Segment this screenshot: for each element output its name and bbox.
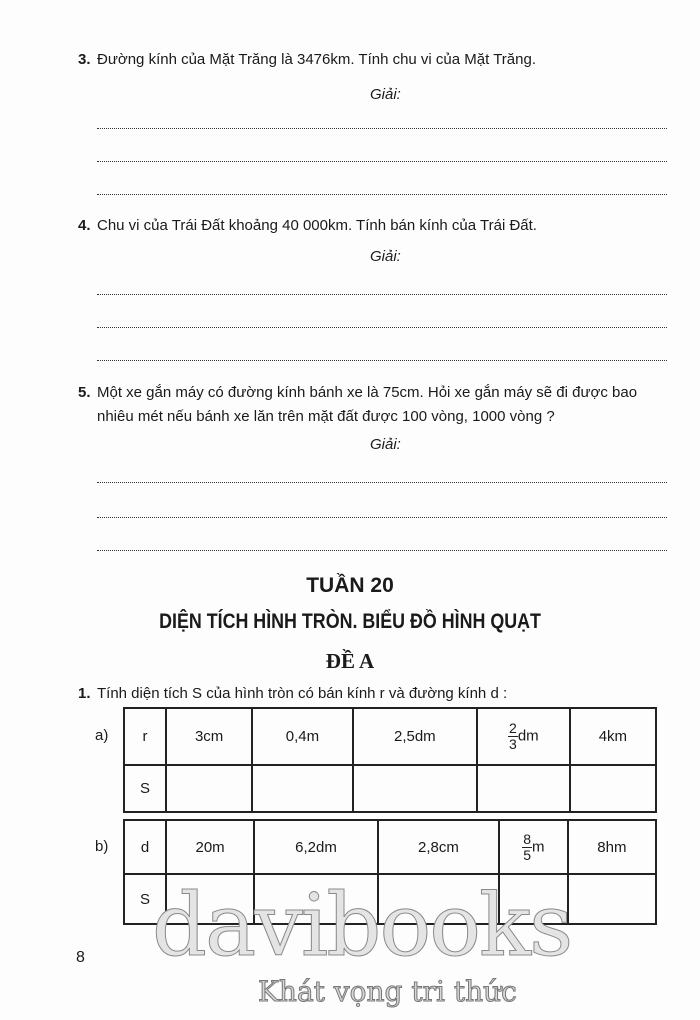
denominator: 3 (509, 736, 517, 752)
answer-line[interactable] (97, 482, 667, 483)
question-text: Chu vi của Trái Đất khoảng 40 000km. Tính bán kính của Trái Đất. (97, 217, 537, 234)
topic-heading: DIỆN TÍCH HÌNH TRÒN. BIỂU ĐỒ HÌNH QUẠT (159, 610, 541, 633)
question-text: Một xe gắn máy có đường kính bánh xe là 75cm. Hỏi xe gắn máy sẽ đi được bao nhiêu mét nếu bánh xe lăn trên mặt đất được 100 vòng, 1000 vòng ? (97, 384, 638, 425)
question-text: Đường kính của Mặt Trăng là 3476km. Tính chu vi của Mặt Trăng. (97, 51, 536, 68)
cell: 3cm (166, 708, 252, 765)
answer-line[interactable] (97, 360, 667, 361)
answer-line[interactable] (97, 161, 667, 162)
section-heading: ĐỀ A (325, 649, 375, 673)
solution-label: Giải: (370, 86, 401, 103)
answer-cell[interactable] (166, 765, 252, 812)
answer-line[interactable] (97, 194, 667, 195)
table-row (124, 708, 656, 765)
row-header: r (124, 708, 166, 765)
cell: 2,8cm (378, 820, 499, 874)
question-4 (78, 214, 668, 238)
watermark-slogan: Khát vọng tri thức (258, 975, 517, 1008)
fraction (522, 832, 532, 863)
cell: 2,5dm (353, 708, 477, 765)
cell (499, 820, 568, 874)
row-header: S (124, 765, 166, 812)
table-b-label: b) (95, 838, 109, 855)
answer-cell[interactable] (570, 765, 656, 812)
cell (477, 708, 570, 765)
answer-line[interactable] (97, 550, 667, 551)
question-text: Tính diện tích S của hình tròn có bán kính r và đường kính d : (97, 685, 508, 702)
question-number: 3. (78, 51, 91, 68)
exercise-1 (78, 682, 668, 706)
cell: 8hm (568, 820, 656, 874)
cell: 0,4m (252, 708, 353, 765)
answer-cell[interactable] (353, 765, 477, 812)
unit: m (532, 837, 545, 855)
fraction (508, 721, 518, 752)
question-5 (78, 381, 668, 425)
question-3 (78, 48, 668, 72)
answer-cell[interactable] (477, 765, 570, 812)
week-heading: TUẦN 20 (306, 574, 394, 597)
answer-cell[interactable] (252, 765, 353, 812)
answer-line[interactable] (97, 327, 667, 328)
numerator: 2 (509, 720, 517, 736)
table-row (124, 820, 656, 874)
cell: 4km (570, 708, 656, 765)
question-number: 1. (78, 685, 91, 702)
cell: 6,2dm (254, 820, 378, 874)
question-number: 5. (78, 384, 91, 401)
answer-line[interactable] (97, 294, 667, 295)
solution-label: Giải: (370, 248, 401, 265)
solution-label: Giải: (370, 436, 401, 453)
cell: 20m (166, 820, 254, 874)
watermark-brand: davibooks (152, 876, 572, 976)
row-header: S (124, 874, 166, 924)
unit: dm (517, 727, 539, 745)
page-number: 8 (76, 949, 85, 966)
numerator: 8 (523, 830, 532, 847)
table-row (124, 765, 656, 812)
answer-line[interactable] (97, 128, 667, 129)
row-header: d (124, 820, 166, 874)
table-a-label: a) (95, 727, 109, 744)
question-number: 4. (78, 217, 91, 234)
denominator: 5 (523, 846, 532, 863)
table-radius (123, 707, 657, 813)
answer-line[interactable] (97, 517, 667, 518)
answer-cell[interactable] (568, 874, 656, 924)
